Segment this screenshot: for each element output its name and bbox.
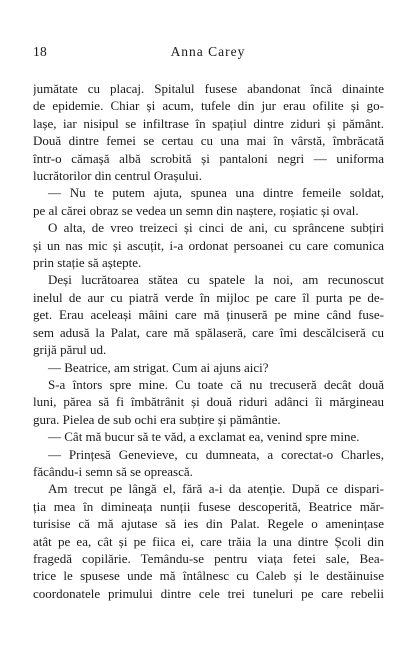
text-line: coordonatele primului dintre cele trei tuneluri pe care rebelii <box>33 585 384 601</box>
running-head-author: Anna Carey <box>170 44 246 59</box>
text-line: sem adusă la Palat, care mă spălaseră, care îmi descălciseră cu <box>33 324 384 340</box>
body-text <box>33 80 384 602</box>
text-line: atât pe ea, cât și pe fiica ei, care trăia la una dintre Școli din <box>33 533 384 549</box>
text-line: inelul de aur cu piatră verde în mijloc pe care îl purta pe de- <box>33 289 384 305</box>
text-line: fragedă copilărie. Temându-se pentru viața fetei sale, Bea- <box>33 550 384 566</box>
text-line: get. Erau aceleași mâini care mă ținuseră pe mine când fuse- <box>33 307 384 323</box>
text-line: — Beatrice, am strigat. Cum ai ajuns aici? <box>48 359 269 375</box>
text-line: și un nas mic și ascuțit, i-a ordonat persoanei cu care comunica <box>33 237 384 253</box>
page-number: 18 <box>33 44 48 59</box>
text-line: — Cât mă bucur să te văd, a exclamat ea, venind spre mine. <box>48 429 360 445</box>
text-line: prin stație să aștepte. <box>33 255 142 271</box>
text-line: — Nu te putem ajuta, spunea una dintre femeile soldat, <box>48 185 384 201</box>
text-line: gura. Pielea de sub ochi era subțire și pământie. <box>33 411 281 427</box>
text-line: O alta, de vreo treizeci și cinci de ani, cu sprâncene subțiri <box>48 220 384 236</box>
text-line: S-a întors spre mine. Cu toate că nu trecuseră decât două <box>48 376 384 392</box>
text-line: lucrătorilor din centrul Orașului. <box>33 168 202 184</box>
text-line: Două dintre femei se certau cu una mai în vârstă, îmbrăcată <box>33 133 384 149</box>
text-line: pe al cărei obraz se vedea un semn din naștere, roșiatic și oval. <box>33 202 359 218</box>
page-header <box>33 44 383 62</box>
text-line: într-o cămașă albă scrobită și pantaloni negri — uniforma <box>33 150 384 166</box>
text-line: grijă părul ud. <box>33 342 107 358</box>
text-line: Deși lucrătoarea stătea cu spatele la noi, am recunoscut <box>48 272 384 288</box>
text-line: luni, părea să fi îmbătrânit și două riduri adânci îi mărgineau <box>33 394 384 410</box>
text-line: lașe, iar nisipul se infiltrase în spațiul dintre ziduri și pământ. <box>33 115 384 131</box>
text-line: de epidemie. Chiar și acum, tufele din jur erau ofilite și go- <box>33 98 384 114</box>
text-line: — Prințesă Genevieve, cu dumneata, a corectat-o Charles, <box>48 446 384 462</box>
text-line: trice le spusese unde mă întâlnesc cu Caleb și le destăinuise <box>33 568 384 584</box>
text-line: ția mea în dimineața nunții fusese descoperită, Beatrice măr- <box>33 498 384 514</box>
text-line: făcându-i semn să se oprească. <box>33 463 193 479</box>
text-line: jumătate cu placaj. Spitalul fusese abandonat încă dinainte <box>33 81 384 96</box>
text-line: Am trecut pe lângă el, fără a-i da atenție. După ce dispari- <box>48 481 384 497</box>
text-line: turisise că mă ajutase să ies din Palat. Regele o amenințase <box>33 516 384 532</box>
